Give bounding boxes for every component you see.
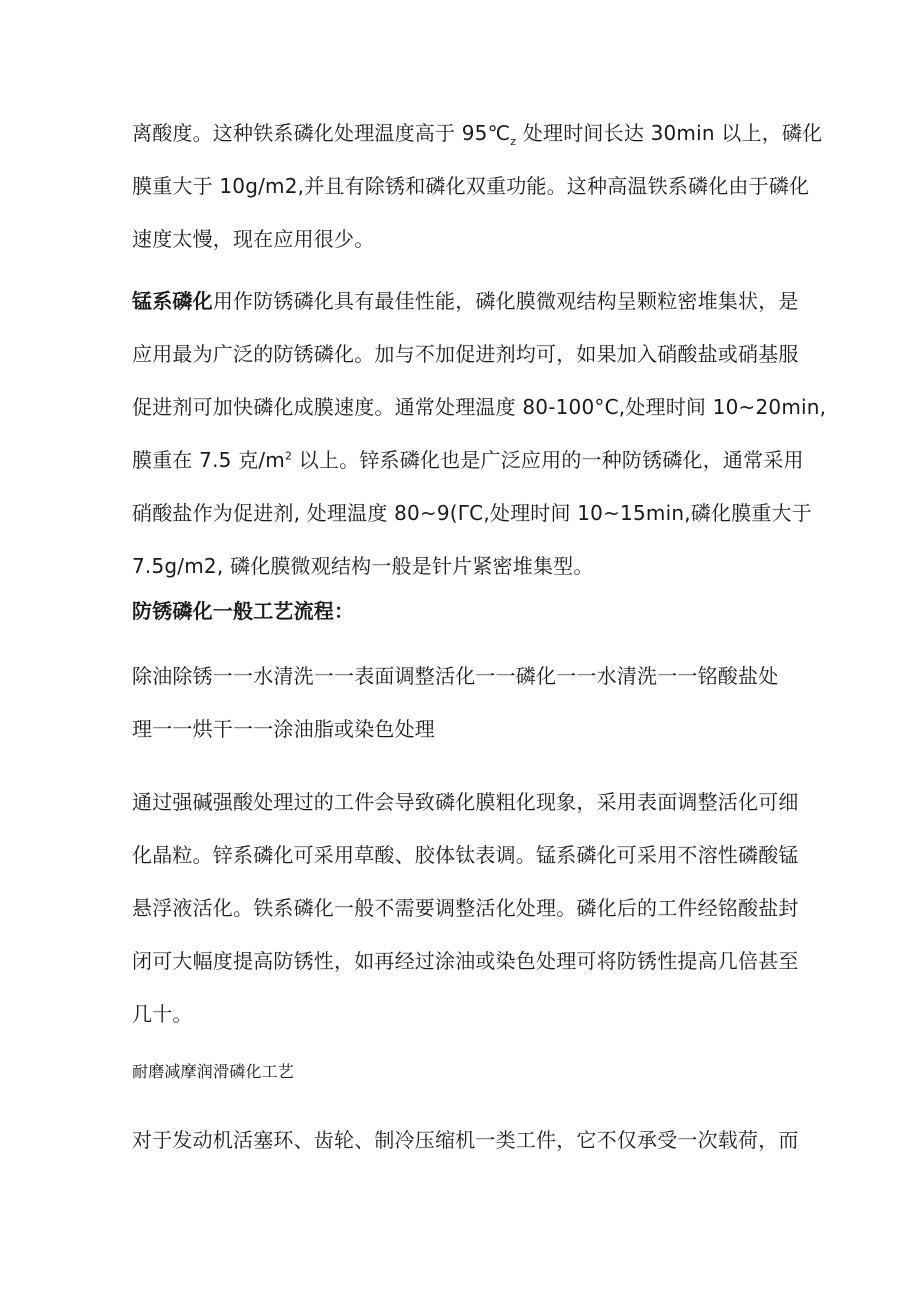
heading-text: 耐磨减摩润滑磷化工艺 bbox=[132, 1062, 295, 1081]
text-segment: 膜重在 7.5 克/m bbox=[132, 448, 285, 472]
text-line bbox=[132, 121, 823, 148]
text-line: 闭可大幅度提高防锈性，如再经过涂油或染色处理可将防锈性提高几倍甚至 bbox=[132, 949, 799, 973]
paragraph-iron-phosphating-high-temp bbox=[132, 121, 823, 251]
text-line: 硝酸盐作为促进剂, 处理温度 80~9(ΓC,处理时间 10~15min,磷化膜重大于 bbox=[132, 501, 812, 525]
section-heading-process-flow bbox=[132, 601, 797, 621]
text-line: 应用最为广泛的防锈磷化。加与不加促进剂均可，如果加入硝酸盐或硝基服 bbox=[132, 342, 799, 366]
text-line: 除油除锈一一水清洗一一表面调整活化一一磷化一一水清洗一一铭酸盐处 bbox=[132, 664, 779, 688]
subscript: z bbox=[510, 135, 517, 148]
bold-term: 锰系磷化 bbox=[132, 289, 213, 313]
text-line: 悬浮液活化。铁系磷化一般不需要调整活化处理。磷化后的工件经铭酸盐封 bbox=[132, 896, 799, 920]
text-line: 7.5g/m2, 磷化膜微观结构一般是针片紧密堆集型。 bbox=[132, 554, 594, 578]
text-line: 膜重大于 10g/m2,并且有除锈和磷化双重功能。这种高温铁系磷化由于磷化 bbox=[132, 174, 810, 198]
text-line: 几十。 bbox=[132, 1002, 193, 1026]
text-segment: 以上。锌系磷化也是广泛应用的一种防锈磷化，通常采用 bbox=[292, 448, 804, 472]
text-line: 理一一烘干一一涂油脂或染色处理 bbox=[132, 717, 435, 741]
text-line: 速度太慢，现在应用很少。 bbox=[132, 227, 375, 251]
text-segment: 离酸度。这种铁系磷化处理温度高于 95℃ bbox=[132, 121, 511, 145]
paragraph-process-steps bbox=[132, 666, 797, 739]
text-line bbox=[132, 291, 797, 311]
heading-text: 防锈磷化一般工艺流程： bbox=[132, 599, 355, 623]
paragraph-manganese-zinc-phosphating bbox=[132, 289, 827, 578]
text-line: 对于发动机活塞环、齿轮、制冷压缩机一类工件，它不仅承受一次载荷，而 bbox=[132, 1128, 799, 1152]
paragraph-surface-activation bbox=[132, 792, 797, 1024]
text-line bbox=[132, 448, 804, 472]
text-segment: 用作防锈磷化具有最佳性能，磷化膜微观结构呈颗粒密堆集状，是 bbox=[212, 289, 799, 313]
text-line: 通过强碱强酸处理过的工件会导致磷化膜粗化现象，采用表面调整活化可细 bbox=[132, 790, 799, 814]
paragraph-engine-parts bbox=[132, 1130, 797, 1150]
text-segment: 处理时间长达 30min 以上，磷化 bbox=[516, 121, 823, 145]
text-line: 化晶粒。锌系磷化可采用草酸、胶体钛表调。锰系磷化可采用不溶性磷酸锰 bbox=[132, 843, 799, 867]
section-heading-wear-lubrication bbox=[132, 1064, 797, 1080]
superscript: 2 bbox=[284, 449, 293, 463]
text-line: 促进剂可加快磷化成膜速度。通常处理温度 80-100°C,处理时间 10~20min, bbox=[132, 395, 827, 419]
